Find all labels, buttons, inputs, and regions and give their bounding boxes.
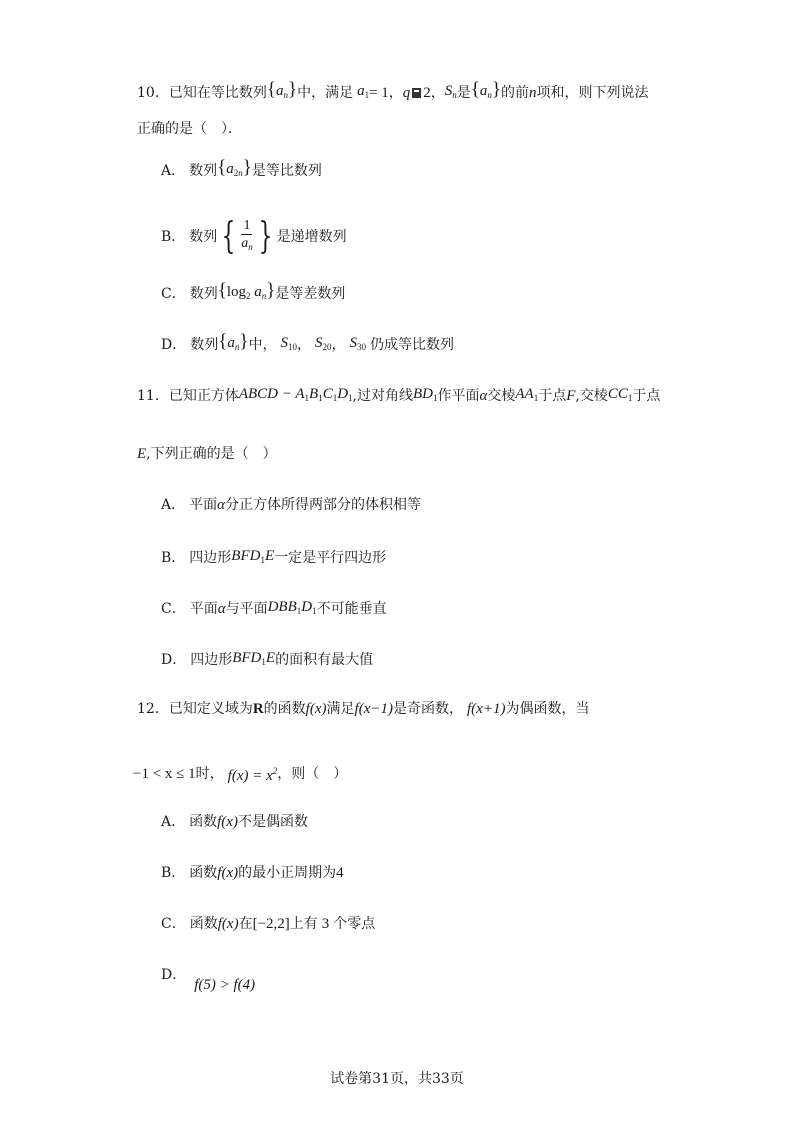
q10-number: 10． <box>137 84 169 101</box>
cube-name: ABCD − $A_1B_1C_1D_1$ <box>238 386 353 403</box>
q11-stem-line1: 11． 已知正方体 ABCD − $A_1B_1C_1D_1$ ,过对角线 $BD_1$ 作平面 α 交棱 $AA_1$ 于点 F ,交棱 $CC_1$ 于点 <box>137 384 660 408</box>
seq-an: $\{a_n\}$ <box>266 79 298 100</box>
q12-stem-line1: 12． 已知定义域为 R 的函数 f(x) 满足 f(x−1) 是奇函数， f(x+1) 为偶函数，当 <box>137 701 590 717</box>
q12-option-a: A． 函数 f(x) 不是偶函数 <box>161 814 308 830</box>
q11-option-c: C． 平面 α 与平面 $DBB_1D_1$ 不可能垂直 <box>161 599 387 617</box>
q11-option-d: D． 四边形 $BFD_1E$ 的面积有最大值 <box>161 650 374 668</box>
q12-number: 12． <box>137 701 169 717</box>
q12-option-d: D． f(5) > f(4) <box>161 967 256 993</box>
q11-option-a: A． 平面 α 分正方体所得两部分的体积相等 <box>161 497 421 513</box>
q11-stem-line2: E ,下列正确的是（ ） <box>137 446 277 462</box>
compare-expr: f(5) > f(4) <box>194 977 256 993</box>
reciprocal-seq: { $\frac{1}{a_n}$ } <box>221 216 273 257</box>
q10-option-c: C． 数列 {$\log_2$ $a_n$} 是等差数列 <box>161 280 346 302</box>
q12-option-c: C． 函数 f(x) 在 [−2,2] 上有 3 个零点 <box>161 916 376 932</box>
q10-option-b: B． 数列 { $\frac{1}{a_n}$ } 是递增数列 <box>161 216 347 257</box>
q10-option-a: A． 数列 $\{a_{2n}\}$ 是等比数列 <box>161 157 322 179</box>
q11-option-b: B． 四边形 $BFD_1E$ 一定是平行四边形 <box>161 548 387 566</box>
q10-stem-line2: 正确的是（ ）． <box>137 121 242 137</box>
q10-option-d: D． 数列 $\{a_n\}$ 中， $S_{10}$ ， $S_{20}$ ， $S_{30}$ 仍成等比数列 <box>161 331 454 353</box>
q10-stem-line1: 10． 已知在等比数列 $\{a_n\}$ 中，满足 $a_1$ = 1 ， q 2 ， $S_n$ 是 $\{a_n\}$ 的前 n 项和，则下列说法 <box>137 80 649 105</box>
q12-option-b: B． 函数 f(x) 的最小正周期为 4 <box>161 865 344 881</box>
q12-stem-line2: −1 < x ≤ 1 时， $f(x) = x^2$ ，则（ ） <box>133 765 348 784</box>
missing-glyph-icon <box>412 88 421 98</box>
page-footer: 试卷第31页，共33页 <box>330 1071 464 1087</box>
q11-number: 11． <box>137 388 169 404</box>
